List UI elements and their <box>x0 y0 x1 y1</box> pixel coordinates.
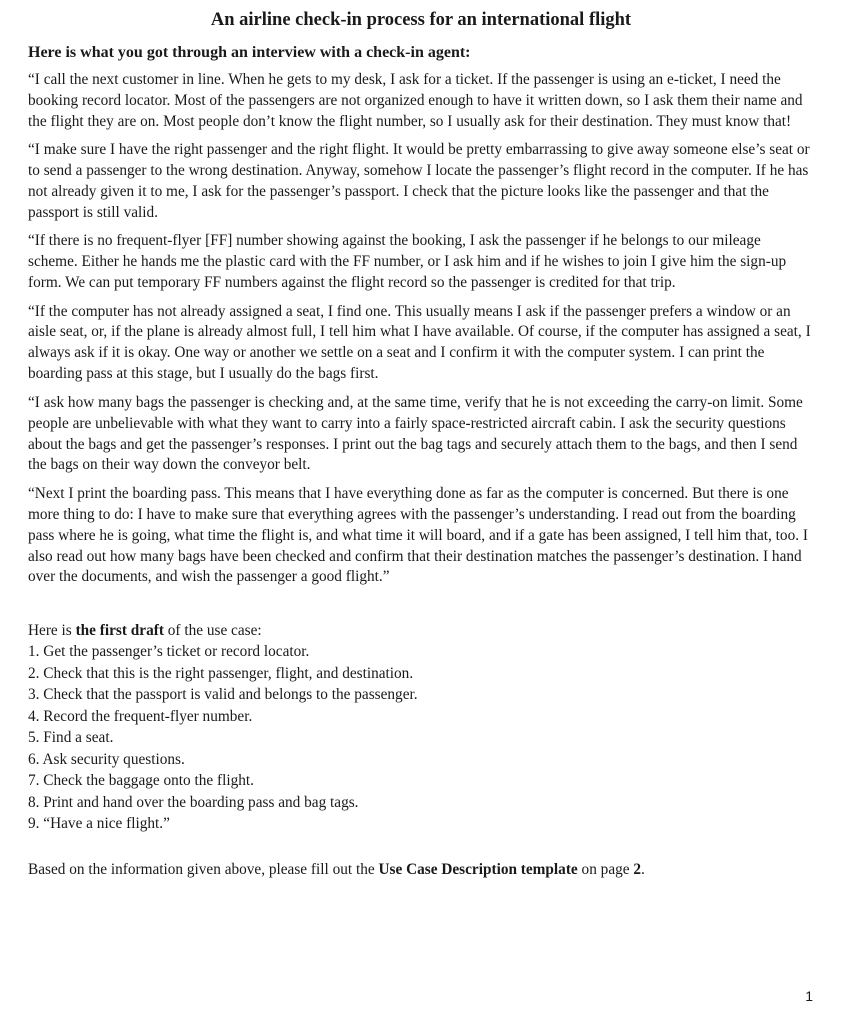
closing-template-name: Use Case Description template <box>378 860 578 878</box>
interview-paragraph-4: “If the computer has not already assigned a seat, I find one. This usually means I ask if the passenger prefers a window or an aisle seat, or, if the plane is already almost full, I tell him what I have available. Of course, if the computer has assigned a seat, I always ask if it is okay. One way or another we settle on a seat and I confirm it with the computer system. I can print the boarding pass at this stage, but I usually do the bags first. <box>28 302 811 383</box>
use-case-step: 2. Check that this is the right passenger, flight, and destination. <box>28 664 414 682</box>
interview-paragraph-3: “If there is no frequent-flyer [FF] number showing against the booking, I ask the passenger if he belongs to our mileage scheme. Either he hands me the plastic card with the FF number, or I ask him and if he wishes to join I give him the sign-up form. We can put temporary FF numbers against the flight record so the passenger is credited for that trip. <box>28 232 787 292</box>
interview-transcript <box>28 70 814 588</box>
draft-intro-prefix: Here is <box>28 622 76 640</box>
use-case-step: 9. “Have a nice flight.” <box>28 815 170 833</box>
closing-middle: on page <box>577 860 634 878</box>
document-title: An airline check-in process for an international flight <box>210 10 632 30</box>
interview-paragraph-6: “Next I print the boarding pass. This means that I have everything done as far as the computer is concerned. But there is one more thing to do: I have to make sure that everything agrees with the passenger’s understanding. I read out from the boarding pass where he is going, what time the flight is, and what time it will board, and if a gate has been assigned, I tell him that, too. I also read out how many bags have been checked and confirm that their destination matches the passenger’s destination. I hand over the documents, and wish the passenger a good flight.” <box>28 484 808 586</box>
use-case-step: 6. Ask security questions. <box>28 750 185 768</box>
interview-paragraph-1: “I call the next customer in line. When he gets to my desk, I ask for a ticket. If the passenger is using an e-ticket, I need the booking record locator. Most of the passengers are not organized enough to have it written down, so I ask them their name and the flight they are on. Most people don’t know the flight number, so I usually ask for their destination. They must know that! <box>28 71 803 130</box>
use-case-step: 1. Get the passenger’s ticket or record locator. <box>28 643 310 661</box>
use-case-steps <box>28 641 814 835</box>
draft-intro <box>28 620 814 641</box>
closing-page-ref: 2 <box>633 860 642 878</box>
interview-intro: Here is what you got through an interview with a check-in agent: <box>28 44 471 61</box>
page-number: 1 <box>805 988 813 1004</box>
closing-prefix: Based on the information given above, please fill out the <box>28 860 379 878</box>
use-case-step: 8. Print and hand over the boarding pass and bag tags. <box>28 793 359 811</box>
use-case-step: 3. Check that the passport is valid and belongs to the passenger. <box>28 686 418 704</box>
interview-paragraph-2: “I make sure I have the right passenger and the right flight. It would be pretty embarrassing to give away someone else’s seat or to send a passenger to the wrong destination. Anyway, somehow I locate the passenger’s flight record in the computer. If he has not already given it to me, I ask for the passenger’s passport. I check that the picture looks like the passenger and that the passport is still valid. <box>28 141 810 221</box>
use-case-step: 5. Find a seat. <box>28 729 114 747</box>
document-page <box>28 8 814 880</box>
use-case-step: 7. Check the baggage onto the flight. <box>28 772 254 790</box>
closing-suffix: . <box>641 860 645 878</box>
use-case-step: 4. Record the frequent-flyer number. <box>28 707 253 725</box>
draft-intro-emphasis: the first draft <box>75 622 164 640</box>
closing-instruction <box>28 859 814 880</box>
draft-intro-suffix: of the use case: <box>163 622 262 640</box>
interview-paragraph-5: “I ask how many bags the passenger is checking and, at the same time, verify that he is not exceeding the carry-on limit. Some people are unbelievable with what they want to carry into a fairly space-restricted aircraft cabin. I ask the security questions about the bags and get the passenger’s responses. I print out the bag tags and securely attach them to the bags, and then I send the bags on their way down the conveyor belt. <box>28 393 803 474</box>
